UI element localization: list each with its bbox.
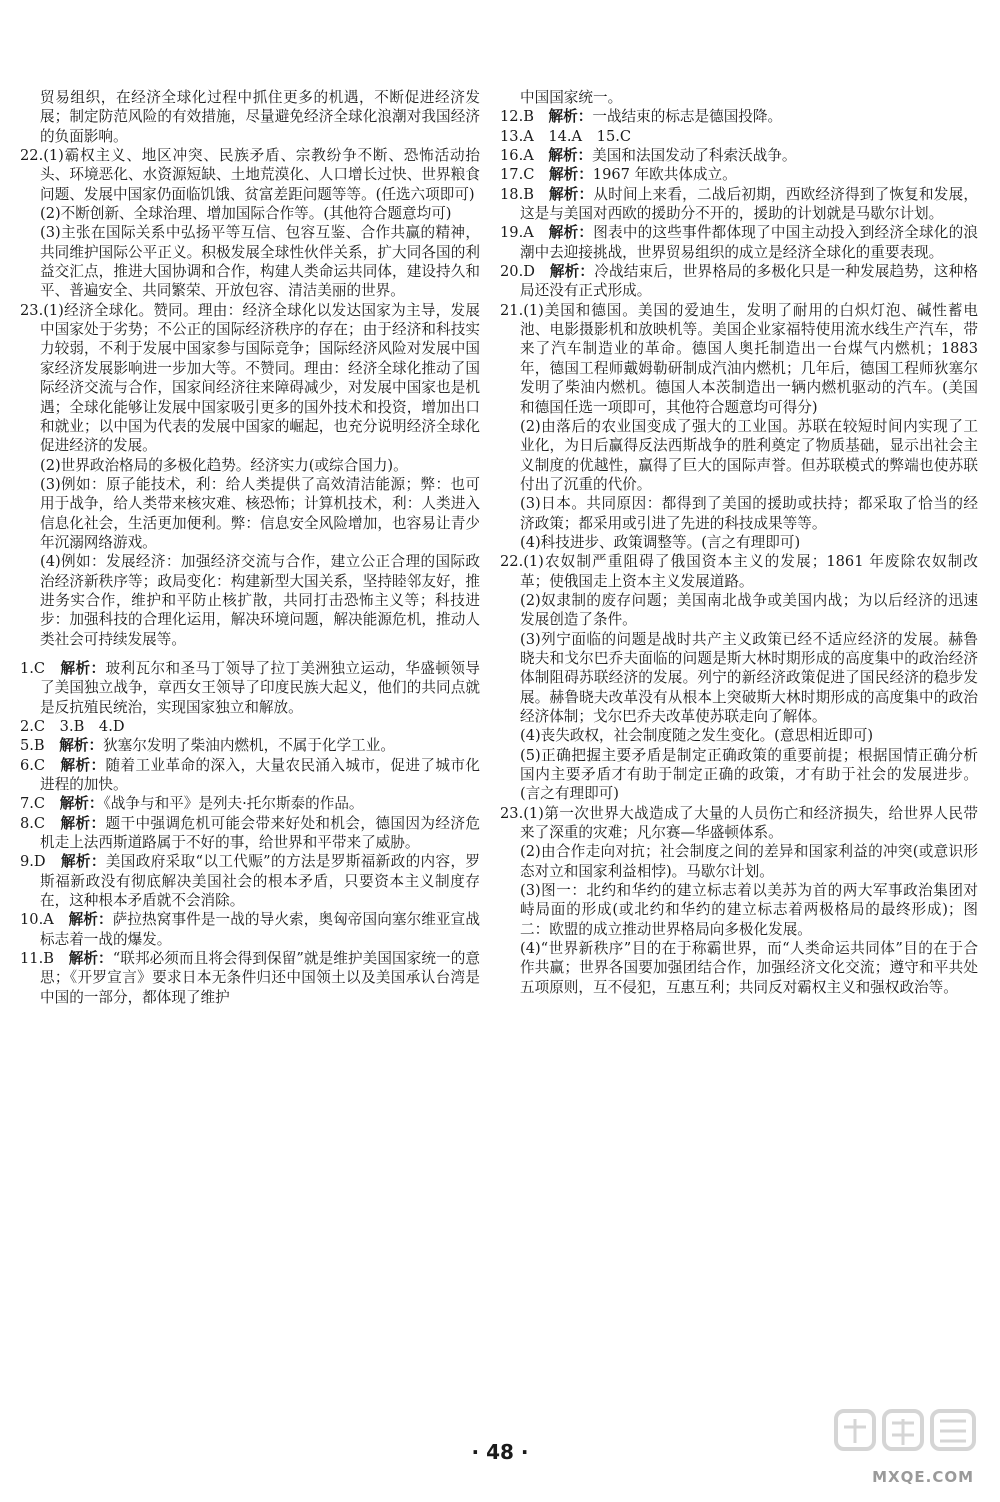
answer-key: 5.B — [20, 737, 45, 755]
analysis-text: 《战争与和平》是列夫·托尔斯泰的作品。 — [103, 795, 364, 813]
analysis-text: 萨拉热窝事件是一战的导火索，奥匈帝国向塞尔维亚宣战标志着一战的爆发。 — [40, 911, 480, 948]
answer-19 — [500, 223, 978, 262]
analysis-text: 随着工业革命的深入，大量农民涌入城市，促进了城市化进程的加快。 — [40, 756, 480, 794]
answer-key: 19.A — [500, 224, 534, 242]
answer-16 — [500, 146, 978, 165]
analysis-label: 解析： — [59, 795, 104, 813]
analysis-label: 解析： — [68, 911, 113, 929]
answer-22-3: (3)列宁面临的问题是战时共产主义政策已经不适应经济的发展。赫鲁晓夫和戈尔巴乔夫面临的问题是斯大林时期形成的高度集中的政治经济体制阻碍苏联经济的发展。列宁的新经济政策促进了国民经济的稳步发展。赫鲁晓夫改革没有从根本上突破斯大林时期形成的高度集中的政治经济体制；戈尔巴乔夫改革使苏联走向了解体。 — [520, 630, 978, 725]
answer-13-15: 13.A 14.A 15.C — [500, 127, 632, 145]
answer-22-5: (5)正确把握主要矛盾是制定正确政策的重要前提；根据国情正确分析国内主要矛盾才有助于制定正确的政策，才有助于社会的发展进步。(言之有理即可) — [520, 746, 978, 803]
analysis-text: 图表中的这些事件都体现了中国主动投入到经济全球化的浪潮中去迎接挑战，世界贸易组织的成立是经济全球化的重要表现。 — [520, 224, 978, 261]
answer-23-1: 23.(1)经济全球化。赞同。理由：经济全球化以发达国家为主导，发展中国家处于劣势；不公正的国际经济秩序的存在；由于经济和科技实力较弱，不利于发展中国家参与国际竞争；国际经济风险对发展中国家经济发展影响进一步加大等。不赞同。理由：经济全球化推动了国际经济交流与合作，国家间经济往来障碍减少，对发展中国家也是机遇；全球化能够让发展中国家吸引更多的国外技术和投资，增加出口和就业；以中国为代表的发展中国家的崛起，也充分说明经济全球化促进经济的发展。 — [20, 301, 480, 455]
answer-7 — [20, 794, 480, 813]
analysis-text: “联邦必须而且将会得到保留”就是维护美国国家统一的意思；《开罗宣言》要求日本无条件归还中国领土以及美国承认台湾是中国的一部分，都体现了维护 — [40, 950, 480, 1006]
analysis-label: 解析： — [60, 756, 106, 774]
analysis-text: 狄塞尔发明了柴油内燃机，不属于化学工业。 — [103, 737, 395, 755]
analysis-label: 解析： — [60, 659, 106, 677]
answer-6 — [20, 756, 480, 795]
answer-key: 18.B — [500, 185, 534, 203]
analysis-text: 美国政府采取“以工代赈”的方法是罗斯福新政的内容，罗斯福新政没有彻底解决美国社会的根本矛盾，只要资本主义制度存在，这种根本矛盾就不会消除。 — [40, 853, 480, 910]
answer-key: 9.D — [20, 853, 46, 871]
answer-2-4: 2.C 3.B 4.D — [20, 718, 125, 735]
answer-key: 1.C — [20, 659, 46, 677]
analysis-text: 从时间上来看，二战后初期，西欧经济得到了恢复和发展，这是与美国对西欧的援助分不开的，援助的计划就是马歇尔计划。 — [520, 185, 978, 223]
answer-key: 11.B — [20, 950, 54, 968]
answer-17 — [500, 165, 978, 184]
answer-23-3: (3)图一：北约和华约的建立标志着以美苏为首的两大军事政治集团对峙局面的形成(或北约和华约的建立标志着两极格局的最终形成)；图二：欧盟的成立推动世界格局向多极化发展。 — [520, 882, 978, 938]
answer-5 — [20, 736, 480, 755]
answer-12 — [500, 107, 978, 126]
answer-21-3: (3)日本。共同原因：都得到了美国的援助或扶持；都采取了恰当的经济政策；都采用或引进了先进的科技成果等等。 — [520, 495, 978, 532]
answer-key: 6.C — [20, 756, 46, 774]
answer-22-4: (4)丧失政权，社会制度随之发生变化。(意思相近即可) — [520, 727, 874, 745]
analysis-label: 解析： — [548, 147, 593, 165]
answer-key: 17.C — [500, 166, 535, 184]
analysis-label: 解析： — [60, 814, 106, 832]
analysis-text: 一战结束的标志是德国投降。 — [592, 108, 783, 126]
right-column — [500, 88, 978, 997]
answer-23-1: 23.(1)第一次世界大战造成了大量的人员伤亡和经济损失，给世界人民带来了深重的灾难；凡尔赛—华盛顿体系。 — [500, 804, 978, 842]
answer-9 — [20, 852, 480, 910]
analysis-label: 解析： — [548, 108, 593, 126]
analysis-label: 解析： — [59, 737, 104, 755]
answer-22-2: (2)不断创新、全球治理、增加国际合作等。(其他符合题意均可) — [40, 205, 452, 223]
answer-key: 8.C — [20, 814, 46, 832]
answer-23-4: (4)例如：发展经济：加强经济交流与合作，建立公正合理的国际政治经济新秩序等；政局变化：构建新型大国关系，坚持睦邻友好，推进务实合作，维护和平防止核扩散，共同打击恐怖主义等；科技进步：加强科技的合理化运用，解决环境问题，解决能源危机，推动人类社会可持续发展等。 — [40, 553, 480, 648]
answer-21-1: 21.(1)美国和德国。美国的爱迪生，发明了耐用的白炽灯泡、碱性蓄电池、电影摄影机和放映机等。美国企业家福特使用流水线生产汽车，带来了汽车制造业的革命。德国人奥托制造出一台煤气内燃机；1883 年，德国工程师戴姆勒研制成汽油内燃机；几年后，德国工程师狄塞尔发明了柴油内燃机。德国人本茨制造出一辆内燃机驱动的汽车。(美国和德国任选一项即可，其他符合题意均可得分) — [500, 301, 978, 416]
answer-10 — [20, 910, 480, 949]
analysis-label: 解析： — [68, 950, 113, 968]
answer-1 — [20, 659, 480, 717]
analysis-text: 题干中强调危机可能会带来好处和机会，德国因为经济危机走上法西斯道路属于不好的事，给世界和平带来了威胁。 — [40, 814, 480, 852]
page-number: · 48 · — [471, 1440, 529, 1464]
analysis-text: 玻利瓦尔和圣马丁领导了拉丁美洲独立运动，华盛顿领导了美国独立战争，章西女王领导了印度民族大起义，他们的共同点就是反抗殖民统治，实现国家独立和解放。 — [40, 659, 480, 716]
answer-key: 10.A — [20, 911, 54, 929]
analysis-label: 解析： — [60, 853, 106, 871]
answer-23-4: (4)“世界新秩序”目的在于称霸世界，而“人类命运共同体”目的在于合作共赢；世界各国要加强团结合作，加强经济文化交流；遵守和平共处五项原则，互不侵犯，互惠互利；共同反对霸权主义和强权政治等。 — [520, 940, 978, 996]
analysis-label: 解析： — [548, 224, 594, 242]
answer-22-2: (2)奴隶制的废存问题；美国南北战争或美国内战；为以后经济的迅速发展创造了条件。 — [520, 591, 978, 629]
answer-22-3: (3)主张在国际关系中弘扬平等互信、包容互鉴、合作共赢的精神，共同维护国际公平正义。积极发展全球性伙伴关系，扩大同各国的利益交汇点，推进大国协调和合作，构建人类命运共同体，建设持久和平、普遍安全、共同繁荣、开放包容、清洁美丽的世界。 — [40, 224, 480, 300]
answer-key: 16.A — [500, 147, 534, 165]
analysis-label: 解析： — [549, 263, 595, 281]
watermark-url: MXQE.COM — [872, 1468, 974, 1486]
analysis-text: 美国和法国发动了科索沃战争。 — [592, 147, 797, 165]
paragraph: 中国国家统一。 — [520, 89, 623, 106]
answer-21-4: (4)科技进步、政策调整等。(言之有理即可) — [520, 533, 801, 551]
left-column — [20, 88, 480, 1007]
answer-key: 7.C — [20, 795, 46, 813]
answer-23-3: (3)例如：原子能技术，利：给人类提供了高效清洁能源；弊：也可用于战争，给人类带来核灾难、核恐怖；计算机技术，利：人类进入信息化社会，生活更加便利。弊：信息安全风险增加，也容易让青少年沉溺网络游戏。 — [40, 475, 480, 551]
answer-22-1: 22.(1)霸权主义、地区冲突、民族矛盾、宗教纷争不断、恐怖活动抬头、环境恶化、水资源短缺、土地荒漠化、人口增长过快、世界粮食问题、发展中国家仍面临饥饿、贫富差距问题等等。(任选六项即可) — [20, 147, 480, 203]
answer-key: 20.D — [500, 263, 535, 281]
analysis-label: 解析： — [549, 166, 593, 184]
answer-key: 12.B — [500, 108, 534, 126]
paragraph: 贸易组织，在经济全球化过程中抓住更多的机遇，不断促进经济发展；制定防范风险的有效措施，尽量避免经济全球化浪潮对我国经济的负面影响。 — [40, 89, 480, 145]
answer-8 — [20, 814, 480, 853]
answer-21-2: (2)由落后的农业国变成了强大的工业国。苏联在较短时间内实现了工业化，为日后赢得反法西斯战争的胜利奠定了物质基础，显示出社会主义制度的优越性，赢得了巨大的国际声誉。但苏联模式的弊端也使苏联付出了沉重的代价。 — [520, 417, 978, 493]
analysis-text: 冷战结束后，世界格局的多极化只是一种发展趋势，这种格局还没有正式形成。 — [520, 263, 978, 300]
answer-23-2: (2)世界政治格局的多极化趋势。经济实力(或综合国力)。 — [40, 456, 408, 474]
answer-20 — [500, 262, 978, 301]
analysis-text: 1967 年欧共体成立。 — [592, 166, 737, 184]
answer-23-2: (2)由合作走向对抗；社会制度之间的差异和国家利益的冲突(或意识形态对立和国家利益相悖)。马歇尔计划。 — [520, 843, 978, 880]
answer-22-1: 22.(1)农奴制严重阻碍了俄国资本主义的发展；1861 年废除农奴制改革；使俄国走上资本主义发展道路。 — [500, 553, 978, 590]
answer-11 — [20, 949, 480, 1007]
answer-18 — [500, 185, 978, 224]
analysis-label: 解析： — [548, 185, 594, 203]
